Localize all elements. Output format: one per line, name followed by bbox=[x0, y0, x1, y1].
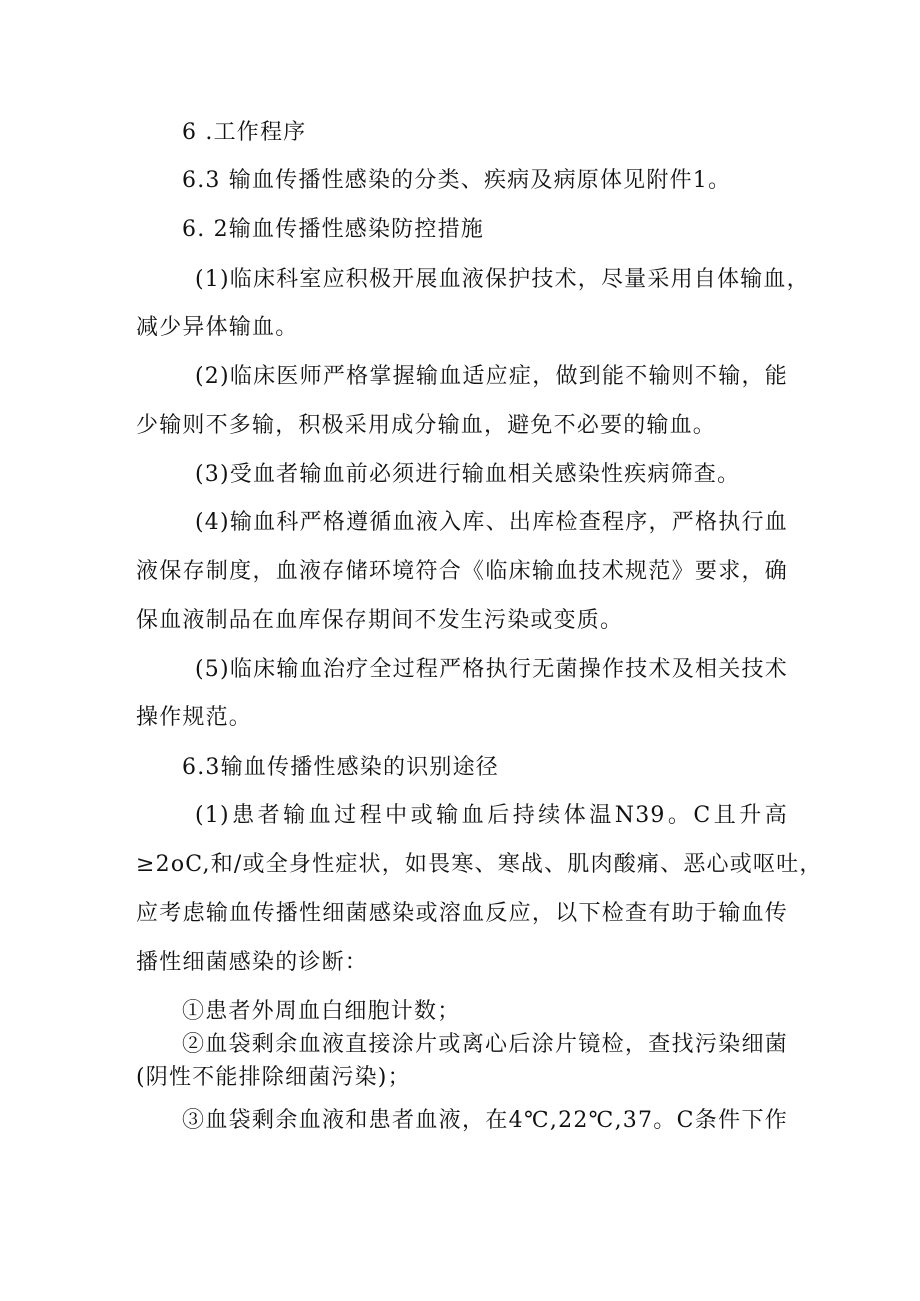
subsection-heading: 6. 2输血传播性感染防控措施 bbox=[182, 217, 484, 242]
paragraph-line: 操作规范。 bbox=[136, 705, 253, 730]
paragraph-line: 少输则不多输，积极采用成分输血，避免不必要的输血。 bbox=[136, 413, 717, 438]
list-item-continuation: (阴性不能排除细菌污染)； bbox=[136, 1065, 411, 1090]
paragraph-line: (5)临床输血治疗全过程严格执行无菌操作技术及相关技术 bbox=[195, 657, 788, 682]
subsection-heading: 6.3输血传播性感染的识别途径 bbox=[182, 755, 499, 780]
paragraph-line: (3)受血者输血前必须进行输血相关感染性疾病筛查。 bbox=[195, 462, 741, 487]
list-item: ②血袋剩余血液直接涂片或离心后涂片镜检，查找污染细菌 bbox=[182, 1032, 788, 1057]
paragraph-line: (2)临床医师严格掌握输血适应症，做到能不输则不输，能 bbox=[195, 364, 788, 389]
paragraph-line: (1)临床科室应积极开展血液保护技术，尽量采用自体输血， bbox=[195, 267, 810, 292]
paragraph-line: 保血液制品在血库保存期间不发生污染或变质。 bbox=[136, 608, 624, 633]
paragraph-line: 减少异体输血。 bbox=[136, 315, 299, 340]
paragraph-line: ≥2oC,和/或全身性症状，如畏寒、寒战、肌肉酸痛、恶心或呕吐， bbox=[136, 852, 823, 877]
paragraph-line: (4)输血科严格遵循血液入库、出库检查程序，严格执行血 bbox=[195, 510, 788, 535]
list-item: ①患者外周血白细胞计数； bbox=[182, 999, 461, 1024]
paragraph-line: 播性细菌感染的诊断： bbox=[136, 950, 369, 975]
paragraph-line: 应考虑输血传播性细菌感染或溶血反应，以下检查有助于输血传 bbox=[136, 901, 788, 926]
paragraph-line: 液保存制度，血液存储环境符合《临床输血技术规范》要求，确 bbox=[136, 559, 788, 584]
paragraph-line: (1)患者输血过程中或输血后持续体温N39。C且升高 bbox=[195, 803, 788, 828]
paragraph-line: 6.3 输血传播性感染的分类、疾病及病原体见附件1。 bbox=[182, 168, 732, 193]
section-heading: 6 .工作程序 bbox=[182, 120, 307, 145]
list-item: ③血袋剩余血液和患者血液，在4℃,22℃,37。C条件下作 bbox=[182, 1108, 788, 1133]
